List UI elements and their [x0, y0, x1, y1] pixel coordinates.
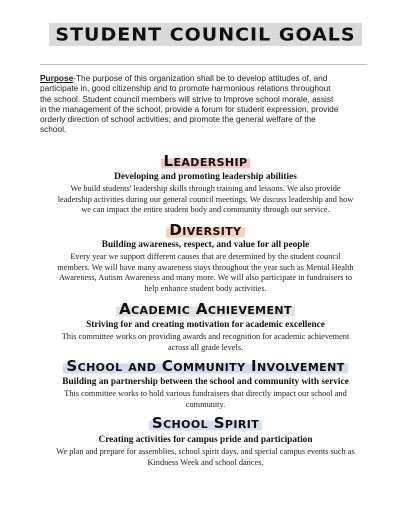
diversity-body — [0, 252, 411, 294]
spirit-line: Kindness Week and school dances. — [147, 457, 264, 467]
community-line: This committee works to hold various fundraisers that directly impact our school and — [64, 389, 347, 398]
section-heading-spirit — [0, 414, 411, 433]
academic-line: across all grade levels. — [167, 342, 244, 352]
purpose-line-5: orderly direction of school activities; and promote the general welfare of the — [40, 114, 316, 125]
diversity-subtitle: Building awareness, respect, and value for all people — [101, 240, 310, 250]
section-heading-diversity — [0, 221, 411, 240]
purpose-paragraph — [40, 73, 368, 135]
purpose-line-3: the school. Student council members will strive to Improve school morale, assist — [40, 93, 334, 104]
leadership-body — [0, 184, 411, 216]
diversity-line: Every year we support different causes that are determined by the student council — [70, 252, 341, 261]
diversity-line: Awareness, Autism Awareness and many more. We will also participate in fundraisers to — [58, 273, 353, 283]
community-body — [0, 389, 411, 410]
leadership-line: leadership activities during our general council meetings. We discuss leadership and how — [57, 194, 354, 204]
academic-heading: Academic Achievement — [116, 300, 295, 318]
community-subtitle: Building an partnership between the school and community with service — [62, 377, 349, 387]
section-heading-community — [0, 357, 411, 376]
community-heading: School and Community Involvement — [63, 357, 347, 375]
purpose-label: Purpose — [40, 73, 74, 83]
purpose-line-1 — [40, 73, 368, 83]
title-wrap — [0, 22, 411, 47]
leadership-subtitle: Developing and promoting leadership abilities — [114, 172, 297, 182]
spirit-line: We plan and prepare for assemblies, school spirit days, and special campus events such as — [56, 447, 355, 456]
purpose-line-6: school. — [40, 124, 67, 135]
divider — [40, 64, 367, 65]
purpose-line-4: in the management of the school, provide a forum for student expression, provide — [40, 103, 339, 114]
leadership-line: We build students' leadership skills through training and lessons. We also provide — [70, 184, 341, 193]
leadership-heading: Leadership — [161, 152, 251, 170]
diversity-heading: Diversity — [166, 221, 244, 239]
leadership-line: we can impact the entire student body and community through our service. — [81, 205, 330, 215]
community-line: community. — [185, 399, 226, 409]
spirit-body — [0, 447, 411, 468]
diversity-line: members. We will have many awareness stays throughout the year such as Mental Health — [57, 262, 354, 272]
purpose-line-2: participate in, good citizenship and to promote harmonious relations throughout — [40, 83, 331, 94]
academic-subtitle: Striving for and creating motivation for academic excellence — [86, 320, 325, 330]
academic-line: This committee works on providing awards and recognition for academic achievement — [61, 332, 350, 341]
section-heading-leadership — [0, 152, 411, 171]
purpose-text-first: -The purpose of this organization shall be to develop attitudes of, and — [73, 73, 328, 83]
spirit-heading: School Spirit — [149, 414, 262, 432]
diversity-line: help enhance student body activities. — [144, 283, 267, 293]
spirit-subtitle: Creating activities for campus pride and participation — [98, 435, 313, 445]
section-heading-academic — [0, 300, 411, 319]
academic-body — [0, 332, 411, 353]
page-title: STUDENT COUNCIL GOALS — [49, 23, 361, 46]
